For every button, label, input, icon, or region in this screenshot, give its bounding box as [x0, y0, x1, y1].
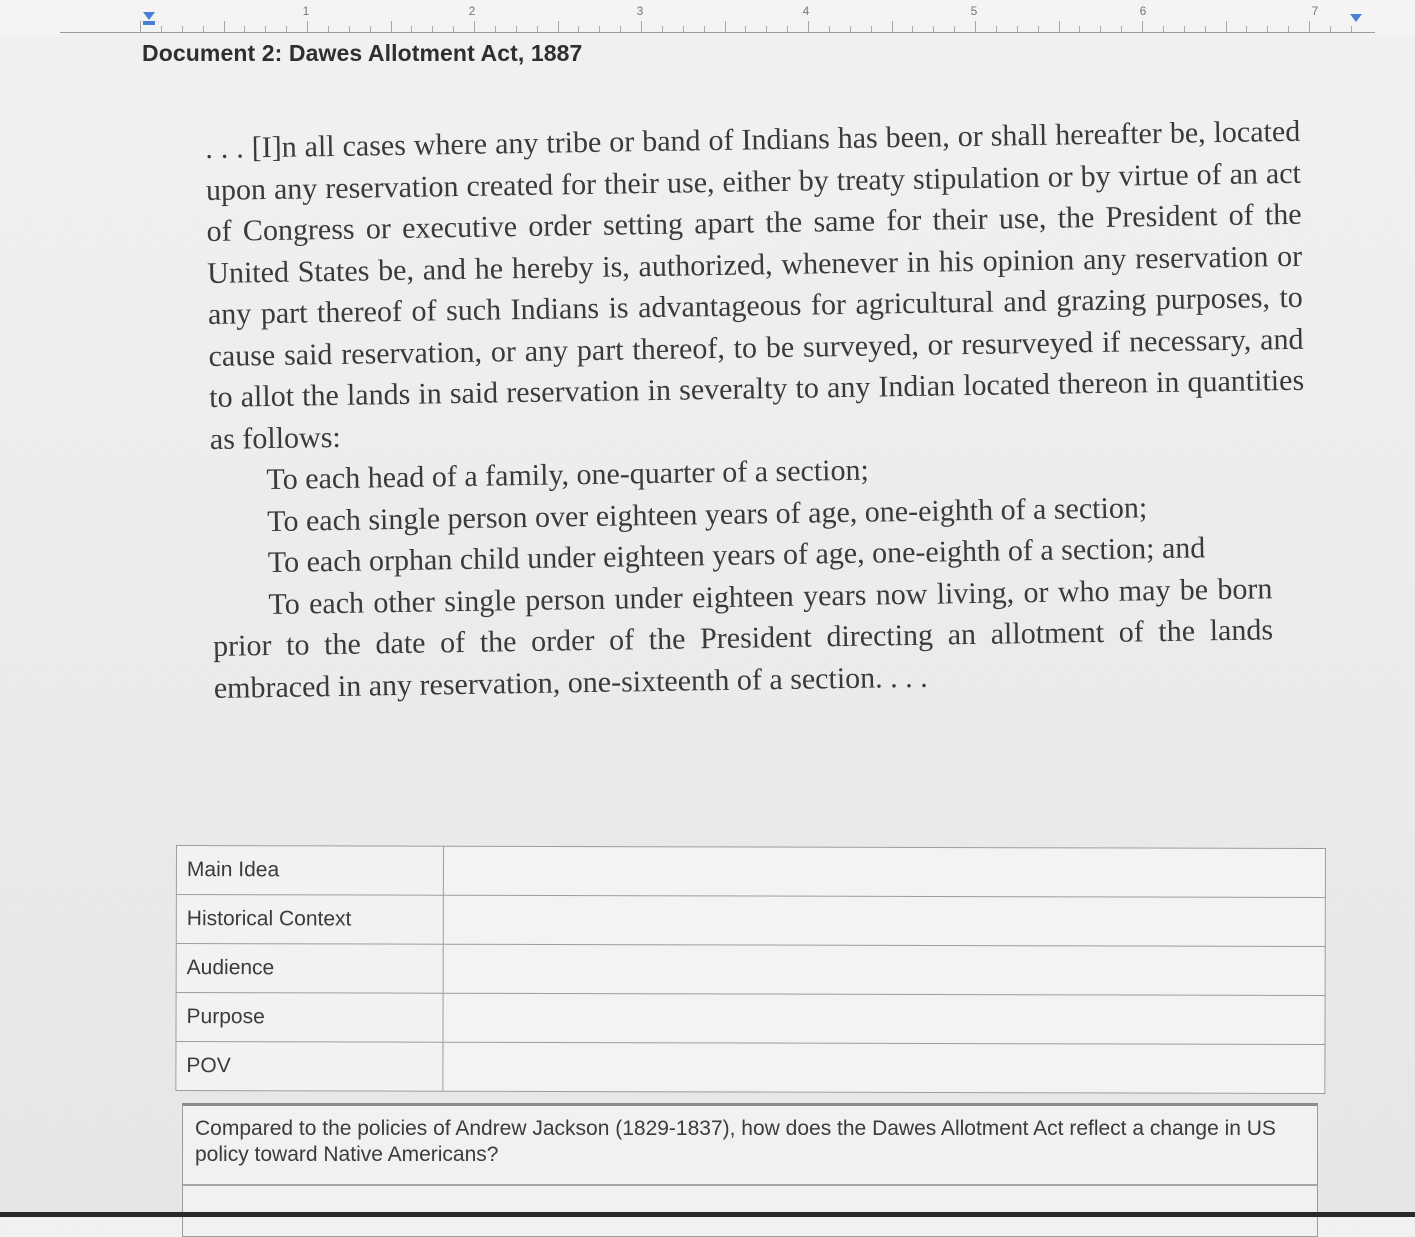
ruler-tick — [599, 26, 600, 32]
ruler-tick — [1205, 26, 1206, 32]
ruler-tick — [1163, 26, 1164, 32]
first-line-indent-icon[interactable] — [143, 12, 155, 20]
excerpt-list-item: To each orphan child under eighteen years of age, one-eighth of a section; and — [267, 531, 1206, 580]
ruler-tick — [1059, 21, 1060, 32]
ruler-tick — [912, 26, 913, 32]
ruler-tick — [1267, 26, 1268, 32]
pov-answer-cell[interactable] — [443, 1042, 1325, 1093]
ruler-tick — [1038, 26, 1039, 32]
ruler-tick — [1121, 26, 1122, 32]
table-row — [176, 944, 1325, 996]
historical-context-answer-cell[interactable] — [443, 895, 1325, 946]
ruler-tick — [265, 26, 266, 32]
ruler-tick — [140, 21, 141, 32]
table-row — [176, 846, 1325, 898]
ruler-tick — [537, 26, 538, 32]
ruler-tick — [286, 26, 287, 32]
excerpt-list-item: To each single person over eighteen years of age, one-eighth of a section; — [266, 490, 1148, 538]
excerpt-list-item: To each head of a family, one-quarter of a section; — [266, 453, 870, 497]
ruler-number: 2 — [468, 4, 476, 18]
ruler-tick — [662, 26, 663, 32]
ruler-tick — [620, 26, 621, 32]
ruler-number: 5 — [970, 4, 978, 18]
ruler-tick — [1100, 26, 1101, 32]
ruler-number: 3 — [636, 4, 644, 18]
ruler-tick — [224, 21, 225, 32]
ruler-number: 7 — [1311, 4, 1319, 18]
analysis-table-wrapper — [175, 845, 1330, 1094]
table-row — [176, 895, 1325, 947]
ruler-tick — [704, 26, 705, 32]
table-row — [176, 1042, 1325, 1094]
ruler-tick — [453, 26, 454, 32]
excerpt-intro: . . . [I]n all cases where any tribe or band of Indians has been, or shall hereafter be, located upon any reservation created for their use, either by treaty stipulation or by virtue of an act of Congress or executive order setting apart the same for their use, the President of the United States be, and he hereby is, authorized, whenever in his opinion any reservation or any part thereof of such Indians is advantageous for agricultural and grazing purposes, to cause said reservation, or any part thereof, to be surveyed, or resurveyed if necessary, and to allot the lands in said reservation in severalty to any Indian located thereon in quantities as follows: — [205, 114, 1305, 456]
ruler-tick — [996, 26, 997, 32]
ruler-tick — [766, 26, 767, 32]
ruler-tick — [516, 26, 517, 32]
ruler-tick — [182, 26, 183, 32]
screen-bottom-edge — [0, 1212, 1415, 1217]
ruler-tick — [578, 26, 579, 32]
row-label-pov: POV — [176, 1042, 443, 1092]
ruler-number: 6 — [1139, 4, 1147, 18]
ruler-tick — [808, 21, 809, 32]
ruler-number: 4 — [802, 4, 810, 18]
ruler-tick — [975, 21, 976, 32]
ruler-tick — [495, 26, 496, 32]
ruler-tick — [787, 26, 788, 32]
ruler-tick — [892, 21, 893, 32]
ruler-tick — [1142, 21, 1143, 32]
ruler-tick — [474, 21, 475, 32]
ruler-tick — [1351, 26, 1352, 32]
ruler-tick — [1288, 26, 1289, 32]
ruler-number: 1 — [302, 4, 310, 18]
ruler-tick — [203, 26, 204, 32]
row-label-purpose: Purpose — [176, 993, 443, 1043]
ruler — [0, 0, 1415, 34]
ruler-tick — [432, 26, 433, 32]
ruler-tick — [558, 21, 559, 32]
ruler-tick — [1226, 21, 1227, 32]
ruler-tick — [683, 26, 684, 32]
excerpt-tail: To each other single person under eighteen years now living, or who may be born prior to the date of the order of the President directing an allotment of the lands embraced in any reservation, one-sixteenth of a section. . . . — [212, 571, 1274, 705]
ruler-tick — [370, 26, 371, 32]
right-indent-icon[interactable] — [1350, 14, 1362, 22]
ruler-tick — [933, 26, 934, 32]
ruler-tick — [871, 26, 872, 32]
ruler-tick — [829, 26, 830, 32]
ruler-tick — [411, 26, 412, 32]
ruler-tick — [307, 21, 308, 32]
comparison-answer-area[interactable] — [183, 1186, 1317, 1236]
row-label-main-idea: Main Idea — [176, 846, 443, 896]
ruler-tick — [850, 26, 851, 32]
audience-answer-cell[interactable] — [443, 944, 1325, 995]
ruler-tick — [954, 26, 955, 32]
ruler-tick — [349, 26, 350, 32]
ruler-tick — [1246, 26, 1247, 32]
analysis-table — [175, 845, 1326, 1094]
ruler-tick — [391, 21, 392, 32]
ruler-tick — [641, 21, 642, 32]
main-idea-answer-cell[interactable] — [443, 846, 1325, 897]
excerpt-image — [205, 111, 1314, 709]
ruler-tick — [244, 26, 245, 32]
ruler-tick — [725, 21, 726, 32]
comparison-question: Compared to the policies of Andrew Jackson (1829-1837), how does the Dawes Allotment Act reflect a change in US policy toward Native Americans? — [195, 1117, 1276, 1166]
ruler-tick — [1330, 26, 1331, 32]
ruler-tick — [1309, 21, 1310, 32]
ruler-tick — [1184, 26, 1185, 32]
ruler-tick — [745, 26, 746, 32]
document-heading: Document 2: Dawes Allotment Act, 1887 — [142, 40, 583, 66]
purpose-answer-cell[interactable] — [443, 993, 1325, 1044]
ruler-baseline — [60, 32, 1375, 33]
row-label-historical-context: Historical Context — [176, 895, 443, 945]
row-label-audience: Audience — [176, 944, 443, 994]
left-indent-icon[interactable] — [143, 21, 155, 25]
ruler-tick — [161, 26, 162, 32]
ruler-tick — [1079, 26, 1080, 32]
ruler-tick — [1017, 26, 1018, 32]
ruler-tick — [328, 26, 329, 32]
table-row — [176, 993, 1325, 1045]
